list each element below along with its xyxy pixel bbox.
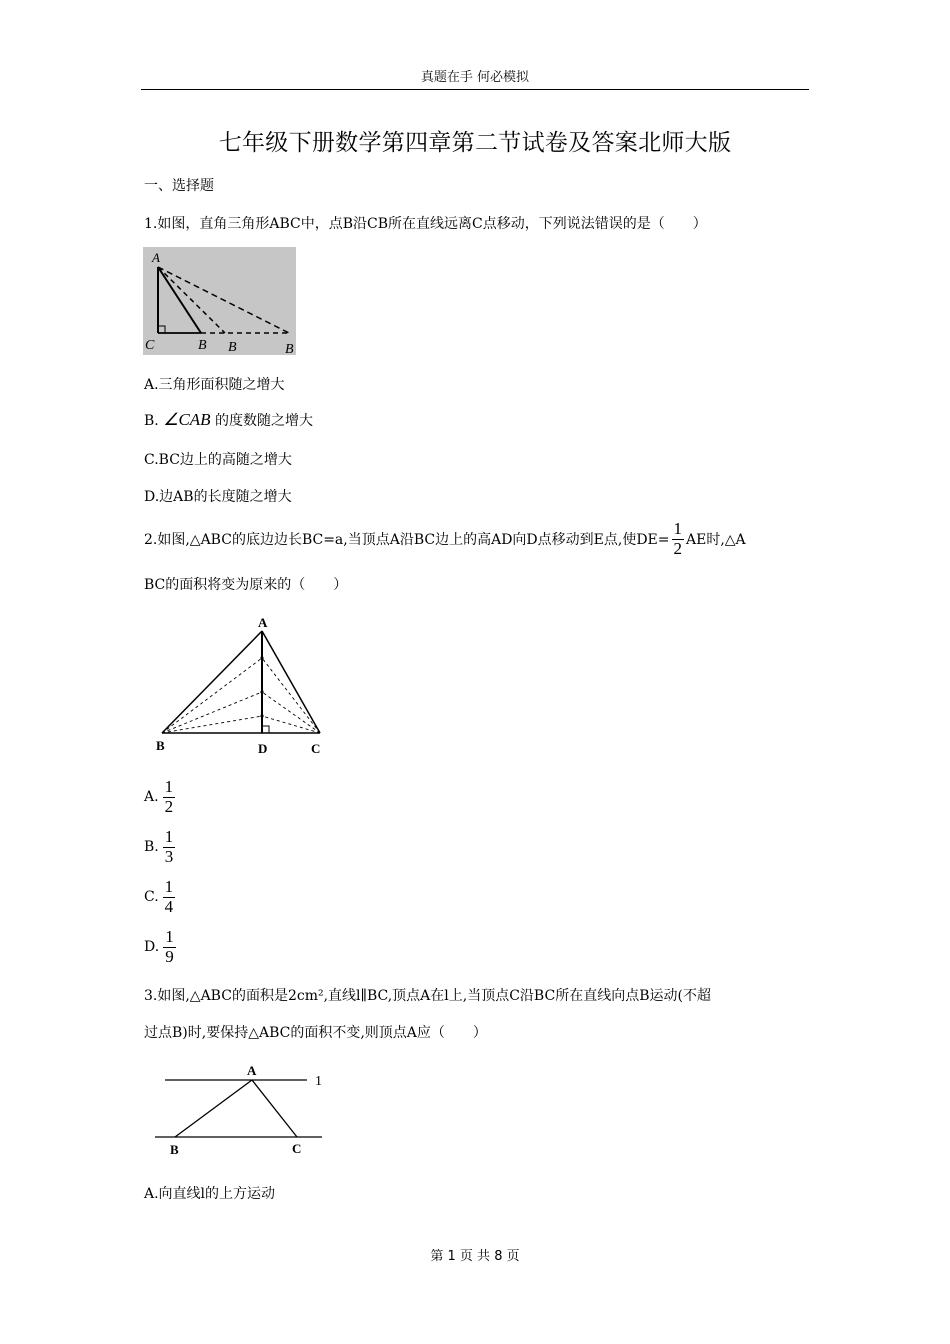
fraction-numerator: 1 [673, 519, 683, 538]
vertex-b2-label: B [228, 340, 237, 355]
vertex-a-label: A [258, 615, 268, 630]
question-1-figure [143, 247, 296, 355]
option-fraction [163, 778, 176, 816]
dashed-b-1 [162, 658, 262, 733]
fraction-denominator: 4 [164, 896, 174, 916]
vertex-b3-label: B [285, 342, 294, 355]
option-fraction [163, 828, 176, 866]
vertex-b1-label: B [198, 338, 207, 353]
side-ab [162, 631, 262, 733]
page-header-slogan: 真题在手 何必模拟 [420, 70, 530, 85]
question-2-option-a [144, 778, 177, 816]
option-letter: A. [144, 789, 159, 806]
option-letter: B. [144, 839, 159, 856]
fraction-denominator: 2 [164, 796, 174, 816]
dashed-c-2 [262, 692, 320, 733]
document-title: 七年级下册数学第四章第二节试卷及答案北师大版 [218, 130, 732, 156]
point-3 [260, 714, 263, 717]
option-letter: B. [144, 413, 159, 429]
question-2-option-c [144, 878, 177, 916]
right-angle-mark [262, 726, 269, 733]
question-1-option-b [144, 410, 313, 430]
fraction-numerator: 1 [165, 927, 174, 946]
question-2-option-d [144, 928, 178, 966]
vertex-d-label: D [258, 741, 268, 756]
fraction [672, 520, 685, 558]
option-letter: D. [144, 939, 160, 956]
option-fraction [163, 878, 176, 916]
vertex-a-label: A [247, 1063, 257, 1078]
figure-background [143, 247, 296, 355]
question-3-option-a: A.向直线l的上方运动 [144, 1186, 276, 1202]
question-1-option-a: A.三角形面积随之增大 [144, 377, 285, 393]
fraction-denominator: 3 [164, 846, 174, 866]
question-2-stem [144, 520, 746, 558]
question-2-stem-line2: BC的面积将变为原来的（ ） [144, 577, 348, 593]
vertex-c-label: C [292, 1141, 302, 1156]
angle-expression: ∠CAB [163, 410, 211, 429]
vertex-c-label: C [311, 741, 321, 756]
question-3-stem-line1: 3.如图,△ABC的面积是2cm²,直线l∥BC,顶点A在l上,当顶点C沿BC所在直线向点B运动(不超 [144, 988, 711, 1004]
question-2-option-b [144, 828, 177, 866]
question-3-figure [150, 1060, 335, 1160]
question-1-option-c: C.BC边上的高随之增大 [144, 452, 292, 468]
option-text: 的度数随之增大 [215, 413, 314, 429]
fraction-denominator: 9 [165, 946, 174, 966]
option-letter: C. [144, 889, 159, 906]
dashed-c-1 [262, 658, 320, 733]
dashed-b-2 [162, 692, 262, 733]
fraction-denominator: 2 [673, 538, 683, 558]
line-l-label: 1 [315, 1074, 322, 1089]
vertex-b-label: B [170, 1142, 179, 1157]
page-indicator: 第 1 页 共 8 页 [430, 1249, 520, 1264]
vertex-b-label: B [156, 738, 165, 753]
vertex-c-label: C [145, 338, 155, 353]
side-ab [175, 1080, 252, 1137]
side-ac [252, 1080, 297, 1137]
point-1 [260, 656, 263, 659]
question-1-stem: 1.如图，直角三角形ABC中，点B沿CB所在直线远离C点移动，下列说法错误的是（ ） [144, 216, 707, 232]
fraction-numerator: 1 [164, 777, 174, 796]
stem-text-part2: AE时,△A [686, 532, 746, 549]
vertex-a-label: A [152, 250, 160, 265]
stem-text-part1: 2.如图,△ABC的底边边长BC=a,当顶点A沿BC边上的高AD向D点移动到E点,使DE= [144, 532, 670, 549]
fraction-numerator: 1 [164, 827, 174, 846]
point-2 [260, 690, 263, 693]
question-1-option-d: D.边AB的长度随之增大 [144, 489, 292, 505]
option-fraction [163, 928, 176, 966]
section-heading: 一、选择题 [144, 178, 214, 194]
question-2-figure [152, 612, 332, 760]
side-ac [262, 631, 320, 733]
header-rule [141, 89, 809, 90]
fraction-numerator: 1 [164, 877, 174, 896]
question-3-stem-line2: 过点B)时,要保持△ABC的面积不变,则顶点A应（ ） [144, 1025, 487, 1041]
